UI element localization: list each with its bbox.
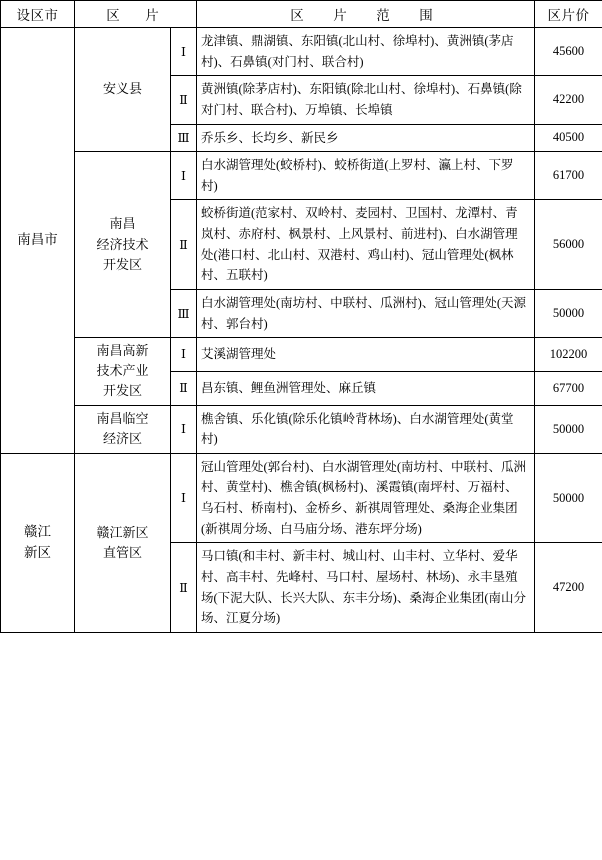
cell-price: 50000 [535, 289, 602, 337]
cell-price: 61700 [535, 152, 602, 200]
cell-price: 67700 [535, 371, 602, 405]
cell-tier: Ⅰ [171, 338, 197, 372]
cell-tier: Ⅲ [171, 124, 197, 152]
cell-scope: 白水湖管理处(南坊村、中联村、瓜洲村)、冠山管理处(天源村、郭台村) [197, 289, 535, 337]
cell-scope: 艾溪湖管理处 [197, 338, 535, 372]
table-row [1, 28, 602, 76]
cell-tier: Ⅱ [171, 76, 197, 124]
cell-tier: Ⅱ [171, 543, 197, 633]
cell-price: 42200 [535, 76, 602, 124]
cell-tier: Ⅰ [171, 28, 197, 76]
table-header-row [1, 1, 602, 28]
cell-tier: Ⅲ [171, 289, 197, 337]
table-row [1, 405, 602, 453]
cell-price: 40500 [535, 124, 602, 152]
cell-price: 56000 [535, 200, 602, 290]
header-city: 设区市 [1, 1, 75, 28]
cell-price: 50000 [535, 453, 602, 543]
cell-tier: Ⅱ [171, 200, 197, 290]
header-scope: 区 片 范 围 [197, 1, 535, 28]
cell-scope: 马口镇(和丰村、新丰村、城山村、山丰村、立华村、爱华村、高丰村、先峰村、马口村、屋场村、林场)、永丰垦殖场(下泥大队、长兴大队、东丰分场)、桑海企业集团(南山分场、江夏分场) [197, 543, 535, 633]
cell-price: 50000 [535, 405, 602, 453]
cell-scope: 冠山管理处(郭台村)、白水湖管理处(南坊村、中联村、瓜洲村、黄堂村)、樵舍镇(枫杨村)、溪霞镇(南坪村、万福村、乌石村、桥南村)、金桥乡、新祺周管理处、桑海企业集团(新祺周分场、白马庙分场、港东坪分场) [197, 453, 535, 543]
cell-scope: 蛟桥街道(范家村、双岭村、麦园村、卫国村、龙潭村、青岚村、赤府村、枫景村、上风景村、前进村)、白水湖管理处(港口村、北山村、双港村、鸡山村)、冠山管理处(枫林村、五联村) [197, 200, 535, 290]
cell-tier: Ⅱ [171, 371, 197, 405]
cell-district: 南昌高新 技术产业 开发区 [75, 338, 171, 405]
cell-district: 南昌临空 经济区 [75, 405, 171, 453]
cell-scope: 乔乐乡、长均乡、新民乡 [197, 124, 535, 152]
cell-price: 45600 [535, 28, 602, 76]
cell-price: 47200 [535, 543, 602, 633]
cell-district: 南昌 经济技术 开发区 [75, 152, 171, 338]
header-district: 区 片 [75, 1, 197, 28]
cell-scope: 龙津镇、鼎湖镇、东阳镇(北山村、徐埠村)、黄洲镇(茅店村)、石鼻镇(对门村、联合村) [197, 28, 535, 76]
cell-scope: 昌东镇、鲤鱼洲管理处、麻丘镇 [197, 371, 535, 405]
header-price: 区片价 [535, 1, 602, 28]
cell-city: 南昌市 [1, 28, 75, 454]
cell-tier: Ⅰ [171, 453, 197, 543]
table-row [1, 338, 602, 372]
table-row [1, 152, 602, 200]
cell-price: 102200 [535, 338, 602, 372]
cell-city: 赣江 新区 [1, 453, 75, 632]
cell-tier: Ⅰ [171, 152, 197, 200]
table-row [1, 453, 602, 543]
cell-scope: 黄洲镇(除茅店村)、东阳镇(除北山村、徐埠村)、石鼻镇(除对门村、联合村)、万埠镇、长埠镇 [197, 76, 535, 124]
cell-district: 安义县 [75, 28, 171, 152]
cell-district: 赣江新区 直管区 [75, 453, 171, 632]
cell-scope: 樵舍镇、乐化镇(除乐化镇岭背林场)、白水湖管理处(黄堂村) [197, 405, 535, 453]
cell-scope: 白水湖管理处(蛟桥村)、蛟桥街道(上罗村、瀛上村、下罗村) [197, 152, 535, 200]
cell-tier: Ⅰ [171, 405, 197, 453]
